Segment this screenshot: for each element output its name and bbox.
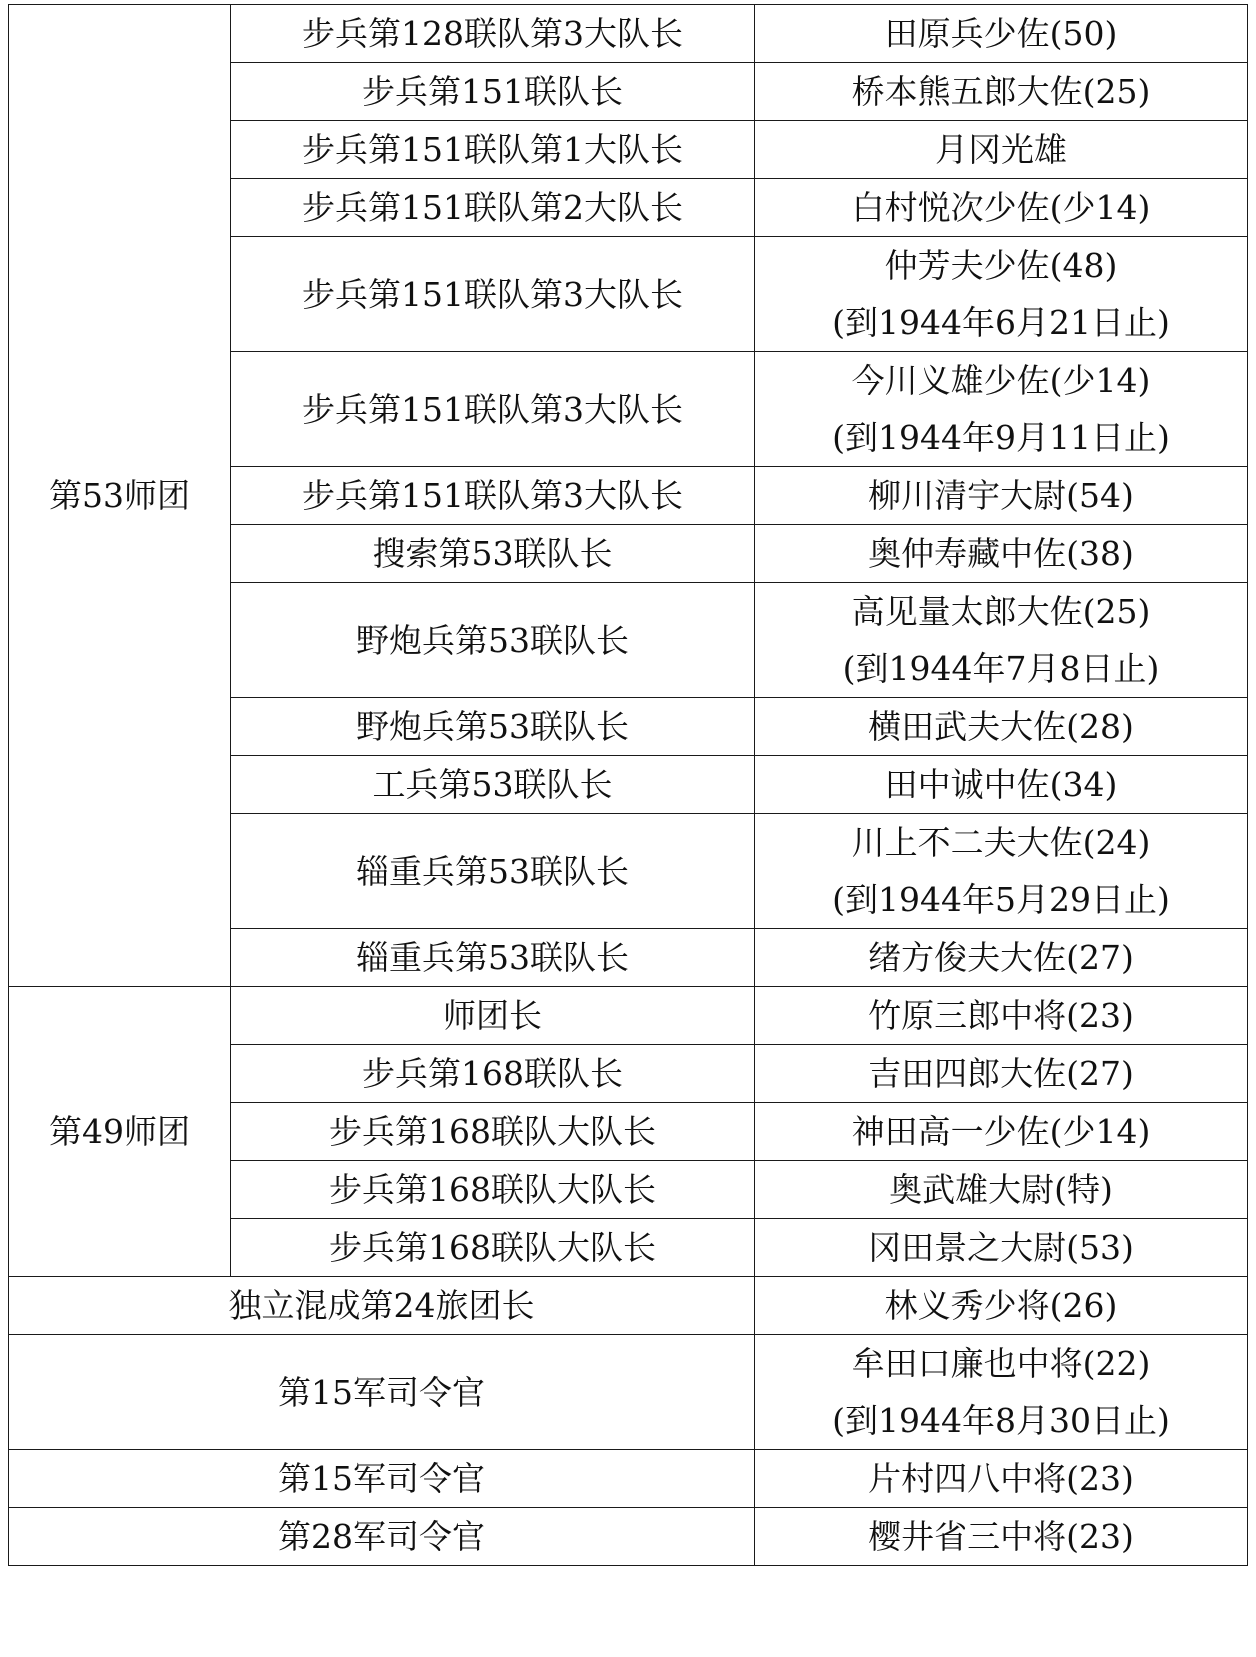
unit-cell: 辎重兵第53联队长 bbox=[231, 814, 755, 929]
officer-cell: 月冈光雄 bbox=[755, 121, 1248, 179]
tenure-note: (到1944年7月8日止) bbox=[842, 649, 1160, 688]
table-row bbox=[9, 987, 1248, 1045]
unit-cell: 步兵第168联队大队长 bbox=[231, 1161, 755, 1219]
tenure-note: (到1944年6月21日止) bbox=[832, 303, 1170, 342]
unit-cell: 野炮兵第53联队长 bbox=[231, 698, 755, 756]
officer-cell bbox=[755, 814, 1248, 929]
unit-cell: 步兵第128联队第3大队长 bbox=[231, 5, 755, 63]
table-row bbox=[9, 1450, 1248, 1508]
unit-cell: 步兵第151联队第3大队长 bbox=[231, 467, 755, 525]
officer-name: 今川义雄少佐(少14) bbox=[851, 361, 1151, 400]
officer-cell bbox=[755, 237, 1248, 352]
officer-cell: 绪方俊夫大佐(27) bbox=[755, 929, 1248, 987]
unit-cell: 步兵第151联队第2大队长 bbox=[231, 179, 755, 237]
officer-cell: 柳川清宇大尉(54) bbox=[755, 467, 1248, 525]
division-cell: 第49师团 bbox=[9, 987, 231, 1277]
officer-cell: 林义秀少将(26) bbox=[755, 1277, 1248, 1335]
officer-cell: 冈田景之大尉(53) bbox=[755, 1219, 1248, 1277]
officer-cell: 横田武夫大佐(28) bbox=[755, 698, 1248, 756]
officer-roster-table bbox=[8, 4, 1248, 1566]
unit-cell: 步兵第168联队大队长 bbox=[231, 1103, 755, 1161]
unit-cell: 步兵第151联队长 bbox=[231, 63, 755, 121]
unit-cell: 步兵第168联队大队长 bbox=[231, 1219, 755, 1277]
officer-cell: 桥本熊五郎大佐(25) bbox=[755, 63, 1248, 121]
officer-name: 川上不二夫大佐(24) bbox=[851, 823, 1151, 862]
unit-cell: 第15军司令官 bbox=[9, 1450, 755, 1508]
officer-cell: 白村悦次少佐(少14) bbox=[755, 179, 1248, 237]
unit-cell: 步兵第151联队第3大队长 bbox=[231, 237, 755, 352]
officer-cell bbox=[755, 352, 1248, 467]
unit-cell: 第15军司令官 bbox=[9, 1335, 755, 1450]
unit-cell: 野炮兵第53联队长 bbox=[231, 583, 755, 698]
officer-cell: 田中诚中佐(34) bbox=[755, 756, 1248, 814]
officer-name: 仲芳夫少佐(48) bbox=[884, 246, 1118, 285]
unit-cell: 步兵第151联队第1大队长 bbox=[231, 121, 755, 179]
unit-cell: 师团长 bbox=[231, 987, 755, 1045]
officer-name: 高见量太郎大佐(25) bbox=[851, 592, 1151, 631]
unit-cell: 独立混成第24旅团长 bbox=[9, 1277, 755, 1335]
officer-cell: 田原兵少佐(50) bbox=[755, 5, 1248, 63]
officer-cell: 樱井省三中将(23) bbox=[755, 1508, 1248, 1566]
unit-cell: 步兵第151联队第3大队长 bbox=[231, 352, 755, 467]
officer-cell: 竹原三郎中将(23) bbox=[755, 987, 1248, 1045]
unit-cell: 搜索第53联队长 bbox=[231, 525, 755, 583]
officer-name: 牟田口廉也中将(22) bbox=[851, 1344, 1151, 1383]
tenure-note: (到1944年8月30日止) bbox=[832, 1401, 1170, 1440]
officer-cell: 奥武雄大尉(特) bbox=[755, 1161, 1248, 1219]
unit-cell: 辎重兵第53联队长 bbox=[231, 929, 755, 987]
officer-cell: 吉田四郎大佐(27) bbox=[755, 1045, 1248, 1103]
table-row bbox=[9, 1335, 1248, 1450]
tenure-note: (到1944年9月11日止) bbox=[832, 418, 1170, 457]
unit-cell: 工兵第53联队长 bbox=[231, 756, 755, 814]
table-row bbox=[9, 1277, 1248, 1335]
officer-cell: 神田高一少佐(少14) bbox=[755, 1103, 1248, 1161]
table-row bbox=[9, 5, 1248, 63]
officer-cell bbox=[755, 583, 1248, 698]
officer-cell bbox=[755, 1335, 1248, 1450]
tenure-note: (到1944年5月29日止) bbox=[832, 880, 1170, 919]
table-row bbox=[9, 1508, 1248, 1566]
unit-cell: 步兵第168联队长 bbox=[231, 1045, 755, 1103]
officer-cell: 片村四八中将(23) bbox=[755, 1450, 1248, 1508]
officer-cell: 奥仲寿藏中佐(38) bbox=[755, 525, 1248, 583]
unit-cell: 第28军司令官 bbox=[9, 1508, 755, 1566]
division-cell: 第53师团 bbox=[9, 5, 231, 987]
